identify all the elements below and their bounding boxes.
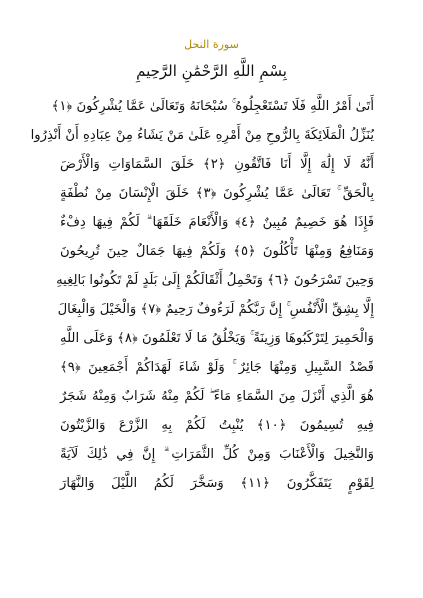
verse-line: وَالنَّخِيلَ وَالْأَعْنَابَ وَمِنْ كُلِّ الثَّمَرَاتِ ۗ إِنَّ فِي ذَٰلِكَ لَآيَةً [60,447,374,462]
verse-line: يُنَزِّلُ الْمَلَائِكَةَ بِالرُّوحِ مِنْ أَمْرِهِ عَلَىٰ مَنْ يَشَاءُ مِنْ عِبَادِهِ أَنْ أَنْذِرُوا [30,128,374,143]
verse-line: فَإِذَا هُوَ خَصِيمٌ مُبِينٌ ﴿٤﴾ وَالْأَنْعَامَ خَلَقَهَا ۗ لَكُمْ فِيهَا دِفْءٌ [60,215,374,230]
verse-line: بِالْحَقِّ ۚ تَعَالَىٰ عَمَّا يُشْرِكُونَ ﴿٣﴾ خَلَقَ الْإِنْسَانَ مِنْ نُطْفَةٍ [60,186,374,201]
verse-lines [30,92,374,498]
verse-line: هُوَ الَّذِي أَنْزَلَ مِنَ السَّمَاءِ مَاءً ۖ لَكُمْ مِنْهُ شَرَابٌ وَمِنْهُ شَجَرٌ [60,389,374,404]
verse-line: وَحِينَ تَسْرَحُونَ ﴿٦﴾ وَتَحْمِلُ أَثْقَالَكُمْ إِلَىٰ بَلَدٍ لَمْ تَكُونُوا بَالِغِيهِ [56,273,374,288]
verse-line: قَصْدُ السَّبِيلِ وَمِنْهَا جَائِرٌ ۚ وَلَوْ شَاءَ لَهَدَاكُمْ أَجْمَعِينَ ﴿٩﴾ [60,360,374,375]
verse-line: فِيهِ تُسِيمُونَ ﴿١٠﴾ يُنْبِتُ لَكُمْ بِهِ الزَّرْعَ وَالزَّيْتُونَ [60,418,374,433]
verse-line: وَمَنَافِعُ وَمِنْهَا تَأْكُلُونَ ﴿٥﴾ وَلَكُمْ فِيهَا جَمَالٌ حِينَ تُرِيحُونَ [60,244,374,259]
verse-line: لِقَوْمٍ يَتَفَكَّرُونَ ﴿١١﴾ وَسَخَّرَ لَكُمُ اللَّيْلَ وَالنَّهَارَ [60,476,374,491]
verse-line: إِلَّا بِشِقِّ الْأَنْفُسِ ۚ إِنَّ رَبَّكُمْ لَرَءُوفٌ رَحِيمٌ ﴿٧﴾ وَالْخَيْلَ وَالْبِغَالَ [57,302,374,317]
basmala: بِسْمِ اللَّهِ الرَّحْمَٰنِ الرَّحِيمِ [136,62,287,80]
verse-line: أَنَّهُ لَا إِلَٰهَ إِلَّا أَنَا فَاتَّقُونِ ﴿٢﴾ خَلَقَ السَّمَاوَاتِ وَالْأَرْضَ [60,157,374,172]
verse-line: وَالْحَمِيرَ لِتَرْكَبُوهَا وَزِينَةً ۚ وَيَخْلُقُ مَا لَا تَعْلَمُونَ ﴿٨﴾ وَعَلَى اللَّهِ [60,331,374,346]
verse-line: أَتَىٰ أَمْرُ اللَّهِ فَلَا تَسْتَعْجِلُوهُ ۚ سُبْحَانَهُ وَتَعَالَىٰ عَمَّا يُشْرِكُونَ ﴿١﴾ [51,99,374,114]
surah-title: سورة النحل [184,38,239,51]
